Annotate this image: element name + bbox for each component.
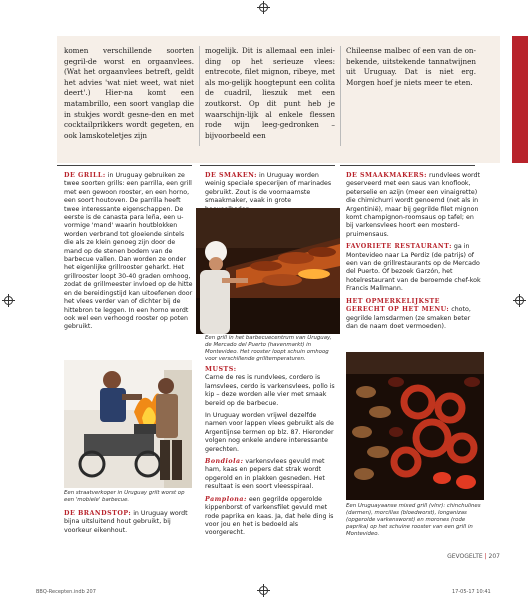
favoriet-text: ga in Montevideo naar La Perdiz (de patrijs) of een van de grillrestaurants op de Mercado del Puerto. Of bezoek Garzón, het hotelrestaurant van de beroemde chef-kok Francis Mallmann. bbox=[346, 243, 481, 293]
mixed-grill-caption: Een Uruguayaanse mixed grill (vlnr): chinchulines (darmen), morcillas (bloedworst), longanizas (opgerolde varkensworst) en morones (rode paprika) op het schuine rooster van een grill in Montevideo. bbox=[346, 503, 481, 537]
top-column-3-text: Chileense malbec of een van de on-bekende, uitstekende tannatwijnen uit Uruguay. Dat is niet erg. Morgen hoef je niets meer te eten. bbox=[346, 46, 476, 87]
street-vendor-caption: Een straatverkoper in Uruguay grilt worst op een 'mobiele' barbecue. bbox=[64, 490, 185, 503]
musts-block bbox=[205, 366, 337, 542]
top-column-1-text: komen verschillende soorten gegril-de worst en orgaanvlees. (Wat het orgaanvlees betreft, geldt het advies 'wat niet weet, wat niet deert'.) Hier-na komt een matambrillo, een soort vanglap die in stukjes wordt gesne-den en met cocktailprikkers wordt gegeten, en ook lamskoteletjes zijn bbox=[64, 46, 194, 140]
grill-heading: DE GRILL: bbox=[64, 172, 106, 179]
mixed-grill-photo bbox=[346, 352, 484, 500]
street-vendor-photo bbox=[64, 360, 192, 488]
print-timestamp: 17-05-17 10:41 bbox=[452, 589, 491, 595]
top-column-2 bbox=[205, 46, 335, 141]
smaken-heading: DE SMAKEN: bbox=[205, 172, 257, 179]
grill-text: in Uruguay gebruiken ze twee soorten grills: een parrilla, een grill met een gewoon rooster, en een horno, een soort houtoven. De parrilla heeft twee interessante eigenschappen. De eerste is de canasta para leña, een u-vormige 'mand' waarin houtblokken worden verbrand tot gloeiende sintels die als ze klein genoeg zijn door de mand op de stenen bodem van de barbecue vallen. Dan worden ze onder het eigenlijke grillrooster geharkt. Het grillrooster loopt 30-40 graden omhoog, zodat de grillmeester invloed op de hitte en de bereidingstijd kan uitoefenen door het vlees verder van of dichter bij de hittebron te leggen. In een horno wordt ook wel een verhoogd rooster op poten gebruikt. bbox=[64, 172, 193, 331]
top-column-3 bbox=[346, 46, 476, 88]
page-edge-red-bar bbox=[512, 36, 528, 163]
section-rule bbox=[57, 165, 192, 166]
registration-mark-right bbox=[515, 296, 524, 305]
section-rule bbox=[200, 165, 335, 166]
section-name: GEVOGELTE bbox=[447, 553, 483, 560]
pamplona-text: een gegrilde opgerolde kippenborst of varkensfilet gevuld met rode paprika en kaas. Ja, dat hele ding is voor jou en het is bedoeld als voorgerecht. bbox=[205, 495, 334, 537]
right-column bbox=[346, 172, 482, 335]
opmerkelijk-heading: HET OPMERKELIJKSTE GERECHT OP HET MENU: bbox=[346, 297, 450, 314]
registration-mark-bottom bbox=[259, 586, 268, 595]
registration-mark-left bbox=[4, 296, 13, 305]
brandstop-block bbox=[64, 510, 194, 539]
musts-text-2: In Uruguay worden vrijwel dezelfde namen voor lappen vlees gebruikt als de Argentijnse termen op blz. 87. Hieronder volgen nog enkele andere interessante gerechten. bbox=[205, 412, 334, 453]
musts-text: Carne de res is rundvlees, cordero is lamsvlees, cerdo is varkensvlees, pollo is kip – deze worden alle vier met smaak bereid op de barbecue. bbox=[205, 374, 335, 407]
registration-mark-top bbox=[259, 3, 268, 12]
smaakmakers-text: rundvlees wordt geserveerd met een saus van knoflook, peterselie en azijn (meer een vinaigrette) die chimichurri wordt genoemd (net als in Argentinië), maar bij gegrilde filet mignon komt champignon-roomsaus op tafel; en bij varkensvlees hoort een mosterd-pruimensaus. bbox=[346, 172, 480, 238]
opmerkelijk-text: choto, gegrilde lamsdarmen (ze smaken beter dan de naam doet vermoeden). bbox=[346, 306, 471, 330]
column-divider bbox=[340, 46, 341, 146]
musts-heading: MUSTS: bbox=[205, 366, 237, 373]
favoriet-heading: FAVORIETE RESTAURANT: bbox=[346, 243, 452, 251]
brandstop-heading: DE BRANDSTOP: bbox=[64, 510, 132, 517]
smaken-text: in Uruguay worden weinig speciale specerijen of marinades gebruikt. Zout is de voornaamste smaakmaker, vaak in grote bbox=[205, 172, 332, 205]
top-column-2-text: mogelijk. Dit is allemaal een inlei-ding op het serieuze vlees: entrecote, filet mignon, ribeye, met als mo-gelijk hoogtepunt een colita de cuadril, lieszuk met een zoutkorst. Op dit punt heb je waarschijn-lijk al enkele flessen rode wijn leeg-gedronken – bijvoorbeeld een bbox=[205, 46, 335, 140]
column-divider bbox=[199, 46, 200, 146]
pamplona-heading: Pamplona: bbox=[205, 495, 247, 503]
brandstop-text: in Uruguay wordt bijna uitsluitend hout gebruikt, bij voorkeur eikenhout. bbox=[64, 510, 188, 534]
top-column-1 bbox=[64, 46, 194, 141]
smaakmakers-heading: DE SMAAKMAKERS: bbox=[346, 172, 427, 179]
grill-photo-caption: Een grill in het barbecuecentrum van Uruguay, de Mercado del Puerto (havenmarkt) in Montevideo. Het rooster loopt schuin omhoog voor verschillende grilltemperaturen. bbox=[205, 335, 332, 362]
print-file-slug: BBQ-Recepten.indb 207 bbox=[36, 589, 96, 595]
bondiola-text: varkensvlees gevuld met ham, kaas en pepers dat strak wordt opgerold en in plakken gesneden. Het resultaat is een soort vleesspiraal. bbox=[205, 458, 325, 491]
page-footer: GEVOGELTE | 207 bbox=[447, 553, 500, 560]
left-column bbox=[64, 172, 194, 336]
section-rule bbox=[340, 165, 475, 166]
page-number: 207 bbox=[488, 553, 500, 560]
grill-photo bbox=[196, 208, 340, 334]
bondiola-heading: Bondiola: bbox=[205, 458, 244, 466]
